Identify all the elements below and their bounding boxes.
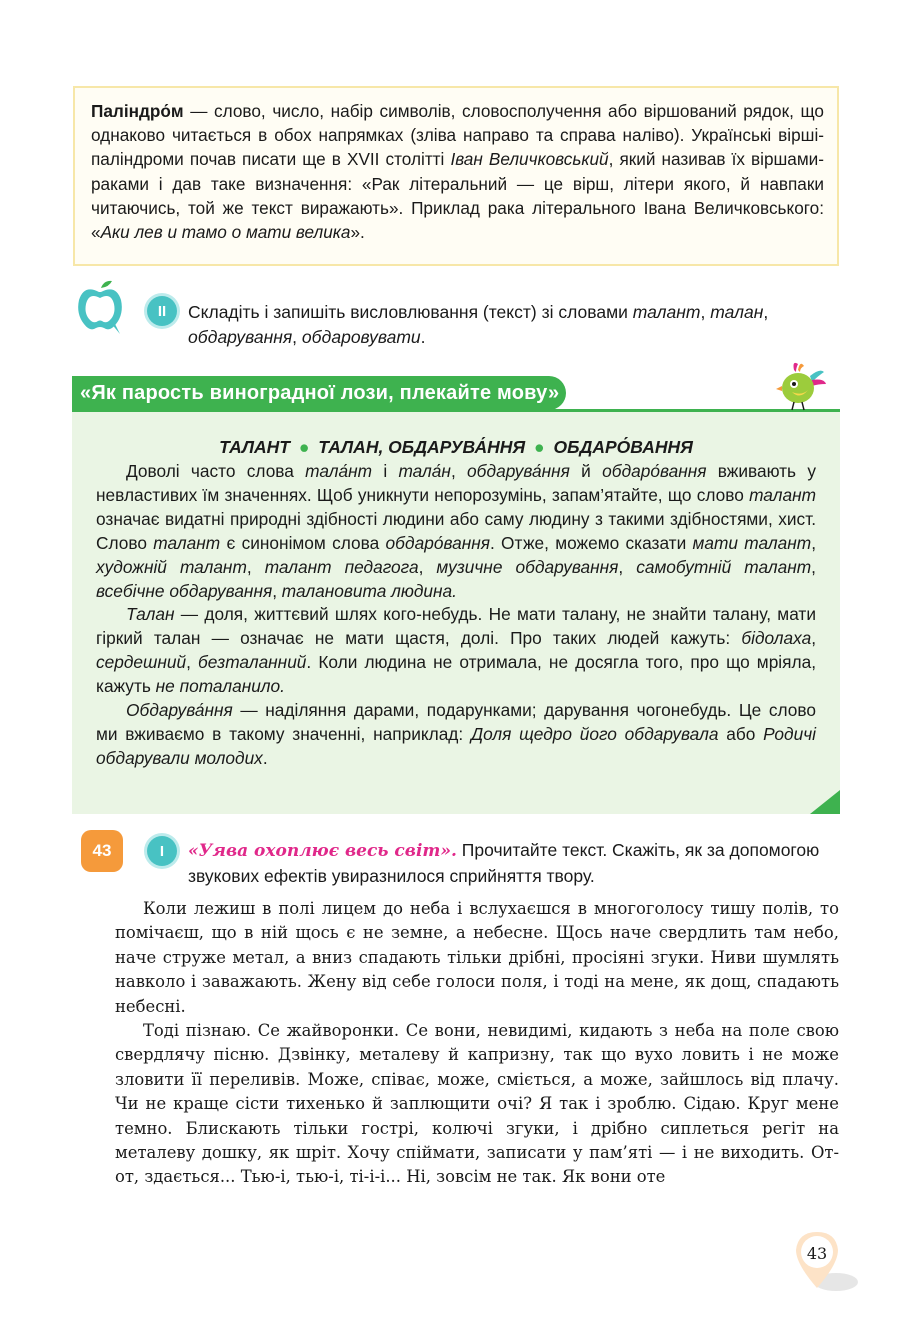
paragraph-text: вживають у невластивих їм значеннях. Щоб уникнути непорозумінь, запам’ятайте, що слово: [96, 461, 816, 505]
exercise-number: 43: [81, 830, 123, 872]
italic-term: тала́н: [398, 461, 451, 481]
italic-term: мати талант: [692, 532, 812, 553]
italic-term: не поталанило.: [155, 676, 285, 697]
green-box-paragraph: [96, 699, 816, 771]
paragraph-text: ,: [186, 652, 199, 673]
task-badge-i: I: [147, 836, 177, 866]
task-2-separator: ,: [763, 302, 769, 322]
page-number: 43: [806, 1244, 828, 1263]
task-2-text: [188, 300, 840, 350]
paragraph-text: — наділяння дарами, подарунками; дарування чогонебудь. Це слово ми вживаємо в такому значенні, наприклад:: [96, 700, 816, 744]
section-banner: «Як парость виноградної лози, плекайте мову»: [72, 376, 566, 410]
italic-term: талант педагога: [264, 556, 419, 577]
italic-term: тала́нт: [305, 461, 373, 481]
green-box-paragraph: [96, 603, 816, 699]
italic-term: самобутній талант: [636, 556, 812, 577]
paragraph-text: . Отже, можемо сказати: [489, 532, 693, 553]
definition-author: Іван Величковський: [450, 149, 609, 170]
paragraph-text: ,: [418, 556, 437, 577]
paragraph-text: означає видатні природні здібності людини або саму людину з такими здібностями, хист. Слово: [96, 508, 816, 553]
definition-box: [73, 86, 839, 266]
paragraph-text: ,: [246, 556, 265, 577]
task-2-separator: ,: [700, 302, 711, 322]
bullet-dot-icon: ●: [298, 437, 310, 457]
italic-term: художній талант: [96, 556, 247, 577]
italic-term: талант: [153, 532, 221, 553]
story-paragraph: Коли лежиш в полі лицем до неба і вслухаєшся в многоголосу тишу полів, то помічаєш, що в ній щось є не земне, а небесне. Щось наче свердлить там небо, наче струже метал, а вниз спадають тільки дрібні, просіяні згуки. Ниви шумлять навколо і заважають. Жену від себе голоси поля, і тоді на мене, як дощ, спадають небесні.: [115, 899, 839, 1016]
italic-term: бідолаха: [741, 628, 812, 649]
definition-text-part: ».: [350, 222, 365, 243]
definition-text: [91, 99, 824, 244]
italic-term: обдаро́вання: [602, 461, 707, 481]
task-2-word: обдарування: [188, 327, 293, 347]
green-box-heading: [72, 434, 840, 460]
italic-term: Доля щедро його обдарувала: [470, 723, 719, 744]
italic-term: обдарува́ння: [467, 461, 570, 481]
task-2-separator: ,: [292, 327, 302, 347]
paragraph-text: або: [718, 723, 764, 744]
paragraph-text: . Коли людина не отримала, не досягла того, про що мріяла, кажуть: [96, 652, 816, 697]
paragraph-text: ,: [811, 628, 816, 649]
exercise-task: [188, 838, 840, 889]
italic-term: Обдарува́ння: [126, 700, 233, 721]
paragraph-text: і: [372, 461, 399, 481]
paragraph-text: ,: [811, 532, 817, 553]
paragraph-text: ,: [618, 556, 637, 577]
definition-example: Аки лев и тамо о мати велика: [100, 222, 351, 243]
exercise-instruction: Прочитайте текст. Скажіть, як за допомогою звукових ефектів увиразнилося сприйняття твору.: [188, 840, 820, 886]
heading-word: ОБДАРО́ВАННЯ: [553, 437, 693, 457]
italic-term: сердешний: [96, 652, 187, 673]
heading-word: ТАЛАНТ: [219, 437, 290, 457]
italic-term: талант: [749, 484, 816, 505]
italic-term: Родичі обдарували молодих: [96, 723, 816, 768]
story-text: [115, 897, 839, 1190]
italic-term: Талан: [126, 604, 175, 625]
italic-term: музичне обдарування: [436, 556, 619, 577]
paragraph-text: ,: [811, 556, 816, 577]
paragraph-text: ,: [450, 461, 468, 481]
task-badge-ii: II: [147, 296, 177, 326]
italic-term: обдаро́вання: [385, 532, 490, 553]
green-box-paragraph: [96, 460, 816, 603]
green-box-text: [96, 460, 816, 771]
italic-term: талановита людина.: [281, 580, 457, 601]
definition-text-part: , який називав їх віршами-раками і дав таке визначення: «Рак літеральний — це вірш, літери якого, й навпаки читаючись, той же текст виражають». Приклад рака літерального Івана Величковського: «: [91, 149, 824, 243]
paragraph-text: .: [262, 747, 268, 768]
corner-arrow-icon: [810, 790, 840, 814]
exercise-title: «Уява охоплює весь світ».: [188, 841, 457, 861]
paragraph-text: Доволі часто слова: [126, 461, 306, 481]
italic-term: всебічне обдарування: [96, 580, 273, 601]
task-2-word: талан: [710, 302, 764, 322]
paragraph-text: є синонімом слова: [220, 532, 386, 553]
bullet-dot-icon: ●: [534, 437, 545, 457]
bird-icon: [772, 360, 828, 414]
paragraph-text: й: [569, 461, 603, 481]
task-2-separator: .: [420, 327, 426, 347]
task-2-word: обдаровувати: [301, 327, 421, 347]
story-paragraph: Тоді пізнаю. Се жайворонки. Се вони, невидимі, кидають з неба на поле свою свердлячу пісню. Дзвінку, металеву й капризну, так що вухо ловить і не може зловити її переливів. Може, співає, може, сміється, а може, зайшлось від плачу. Чи не краще сісти тихенько й заплющити очі? Я так і зроблю. Сідаю. Круг мене темно. Блискають тільки гострі, колючі згуки, і дрібно сиплеться регіт на металеву дошку, як шріт. Хочу спіймати, записати у пам’яті — і не виходить. От-от, здається... Тью-і, тью-і, ті-і-і... Ні, зовсім не так. Як вони оте: [115, 1021, 839, 1187]
task-2-text-part: Складіть і запишіть висловлювання (текст) зі словами: [188, 302, 633, 322]
heading-word: ТАЛАН, ОБДАРУВА́ННЯ: [318, 437, 526, 457]
apple-icon: [74, 278, 126, 338]
paragraph-text: ,: [272, 580, 282, 601]
italic-term: безталанний: [198, 652, 307, 673]
definition-text-part: — слово, число, набір символів, словосполучення або віршований рядок, що однаково читається в обох напрямках (зліва направо та справа наліво). Українські вірші-паліндроми почав писати ще в XVII столітті: [91, 101, 824, 170]
paragraph-text: — доля, життєвий шлях кого-небудь. Не мати талану, не знайти талану, мати гіркий талан — означає не мати щастя, долі. Про таких людей кажуть:: [96, 604, 816, 649]
definition-term: Паліндро́м: [91, 101, 184, 121]
task-2-word: талант: [632, 302, 701, 322]
